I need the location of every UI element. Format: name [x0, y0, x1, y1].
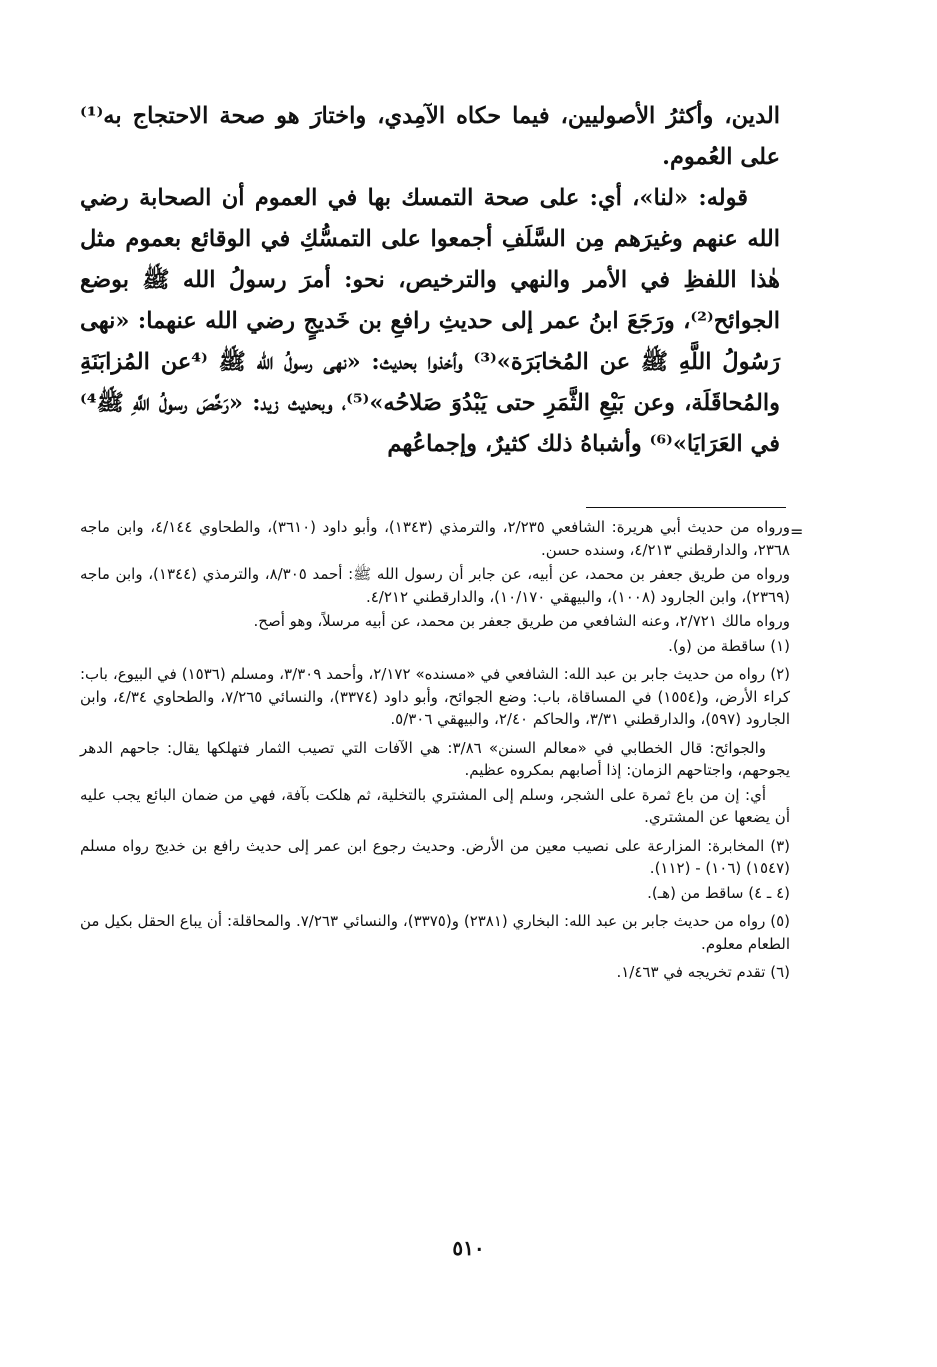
footnote-2: (٢) رواه من حديث جابر بن عبد الله: الشافعي في «مسنده» ٢/١٧٢، وأحمد ٣/٣٠٩، ومسلم (١٥٣٦) في البيوع، باب: كراء الأرض، و(١٥٥٤) في المساقاة، باب: وضع الجوائح، وأبو داود (٣٣٧٤)، والنسائي ٧/٢٦٥، والطحاوي ٤/٣٤، وابن الجارود (٥٩٧)، والدارقطني ٣/٣١، والحاكم ٢/٤٠، والبيهقي ٥/٣٠٦. [80, 665, 790, 728]
footnote-continued-3: ورواه مالك ٢/٧٢١، وعنه الشافعي من طريق جعفر بن محمد، عن أبيه مرسلاً، وهو أصح. [253, 612, 790, 630]
main-text [80, 96, 780, 465]
footnote-3: (٣) المخابرة: المزارعة على نصيب معين من الأرض. وحديث رجوع ابن عمر إلى حديث رافع بن خديج رواه مسلم (١٥٤٧) (١٠٦) - (١١٢). [80, 836, 790, 877]
footnote-6: (٦) تقدم تخريجه في ١/٤٦٣. [616, 963, 790, 981]
footnote-continued-1: ورواه من حديث أبي هريرة: الشافعي ٢/٢٣٥، والترمذي (١٣٤٣)، وأبو داود (٣٦١٠)، والطحاوي ٤/١٤٤، وابن ماجه ٢٣٦٨، والدارقطني ٤/٢١٣، وسنده حسن. [80, 518, 790, 559]
footnote-continuation-mark: = [790, 522, 804, 541]
main-paragraph-1: الدين، وأكثرُ الأصوليين، فيما حكاه الآمِدي، واختارَ هو صحة الاحتجاج به⁽¹⁾ على العُموم. [80, 103, 780, 170]
footnote-separator [586, 507, 786, 508]
footnote-continued-2: ورواه من طريق جعفر بن محمد، عن أبيه، عن جابر أن رسول الله ﷺ: أحمد ٨/٣٠٥، والترمذي (١٣٤٤)، وابن ماجه (٢٣٦٩)، وابن الجارود (١٠٠٨)، والبيهقي ١٠/١٧٠)، والدارقطني ٤/٢١٢. [80, 565, 790, 606]
footnotes [80, 516, 790, 990]
footnote-4: (٤ ـ ٤) ساقط من (هـ). [647, 883, 790, 902]
footnote-2-jawaih: والجوائح: قال الخطابي في «معالم السنن» ٣/٨٦: هي الآفات التي تصيب الثمار فتهلكها يقال: جاحهم الدهر يجوحهم، واجتاحهم الزمان: إذا أصابهم بمكروه عظيم. [80, 738, 790, 779]
page-number: ٥١٠ [452, 1236, 485, 1260]
footnote-1: (١) ساقطة من (و). [668, 636, 790, 655]
footnote-2-explanation: أي: إن من باع ثمرة على الشجر، وسلم إلى المشتري بالتخلية، ثم هلكت بآفة، فهي من ضمان البائع يجب عليه أن يضعها عن المشتري. [80, 785, 790, 826]
main-paragraph-2: قوله: «لنا»، أي: على صحة التمسك بها في العموم أن الصحابة رضي الله عنهم وغيرَهم مِن السَّلَفِ أجمعوا على التمسُّكِ في الوقائع بعموم مثل هٰذا اللفظِ في الأمر والنهي والترخيص، نحو: أمرَ رسولُ الله ﷺ بوضع الجوائح⁽²⁾، ورَجَعَ ابنُ عمر إلى حديثِ رافعِ بن خَديجٍ رضي الله عنهما: «نهى رَسُولُ اللَّهِ ﷺ عن المُخابَرَة»⁽³⁾ وأخذوا بحديث: «نهى رسولُ الله ﷺ ⁽⁴عن المُزابَنَةِ والمُحاقَلَة، وعن بَيْعِ الثَّمَرِ حتى يَبْدُوَ صَلاحُه»⁽⁵⁾، وبحديث زيد: «رَخَّصَ رسولُ اللَّهِ ﷺ⁴⁾ في العَرَايَا»⁽⁶⁾ وأشباهُ ذلك كثيرٌ، وإجماعُهم [80, 185, 780, 457]
footnote-5: (٥) رواه من حديث جابر بن عبد الله: البخاري (٢٣٨١) و(٣٣٧٥)، والنسائي ٧/٢٦٣. والمحاقلة: أن يباع الحقل بكيل من الطعام معلوم. [80, 912, 790, 953]
